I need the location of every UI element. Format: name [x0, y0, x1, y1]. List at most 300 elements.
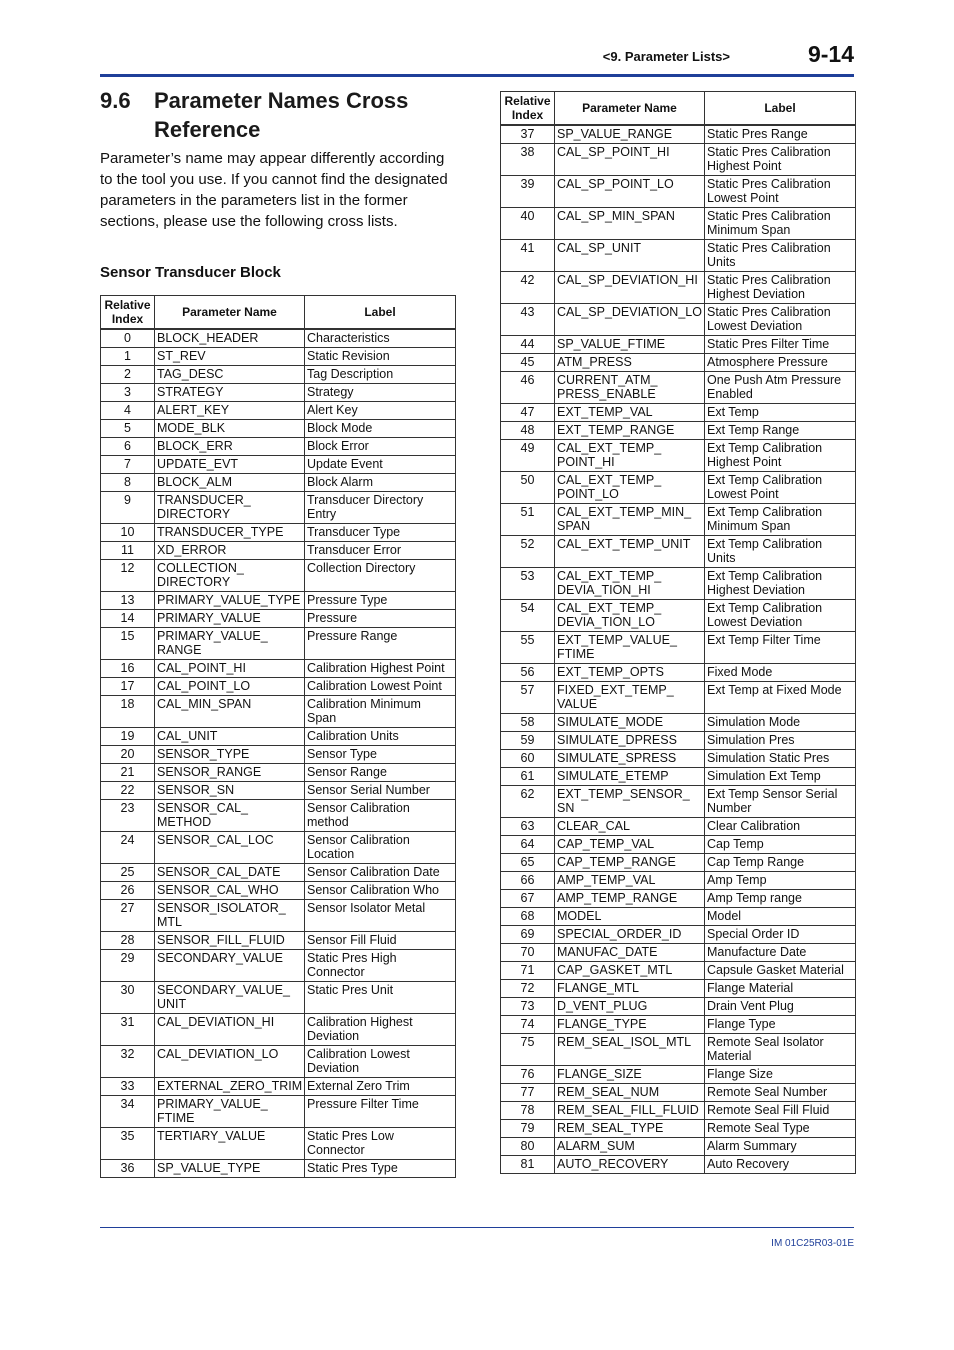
- cell-relative-index: 32: [101, 1046, 155, 1078]
- cell-relative-index: 8: [101, 474, 155, 492]
- table-row: [501, 664, 856, 682]
- cell-relative-index: 59: [501, 732, 555, 750]
- cell-label: Manufacture Date: [705, 944, 856, 962]
- cell-label: Ext Temp Calibration Lowest Point: [705, 472, 856, 504]
- running-header-section: <9. Parameter Lists>: [602, 49, 730, 64]
- cell-relative-index: 78: [501, 1102, 555, 1120]
- cell-relative-index: 19: [101, 728, 155, 746]
- cell-parameter-name: CAP_TEMP_RANGE: [555, 854, 705, 872]
- cell-label: Flange Type: [705, 1016, 856, 1034]
- cell-label: Static Pres Calibration Lowest Deviation: [705, 304, 856, 336]
- table-row: [501, 632, 856, 664]
- table-row: [101, 524, 456, 542]
- cell-label: Cap Temp: [705, 836, 856, 854]
- cell-label: Cap Temp Range: [705, 854, 856, 872]
- cell-parameter-name: FLANGE_MTL: [555, 980, 705, 998]
- cell-relative-index: 15: [101, 628, 155, 660]
- cell-label: Pressure Filter Time: [305, 1096, 456, 1128]
- cell-relative-index: 21: [101, 764, 155, 782]
- cell-relative-index: 62: [501, 786, 555, 818]
- cell-parameter-name: SECONDARY_VALUE_ UNIT: [155, 982, 305, 1014]
- cell-relative-index: 58: [501, 714, 555, 732]
- cell-parameter-name: SP_VALUE_RANGE: [555, 125, 705, 144]
- cell-parameter-name: PRIMARY_VALUE: [155, 610, 305, 628]
- cell-relative-index: 53: [501, 568, 555, 600]
- cell-relative-index: 47: [501, 404, 555, 422]
- cell-parameter-name: CAL_EXT_TEMP_UNIT: [555, 536, 705, 568]
- cell-relative-index: 79: [501, 1120, 555, 1138]
- cell-label: Sensor Serial Number: [305, 782, 456, 800]
- parameter-table-right: [500, 91, 856, 1174]
- cell-label: Calibration Highest Deviation: [305, 1014, 456, 1046]
- table-header-row: [501, 92, 856, 126]
- cell-parameter-name: SENSOR_SN: [155, 782, 305, 800]
- cell-label: Amp Temp range: [705, 890, 856, 908]
- cell-parameter-name: REM_SEAL_NUM: [555, 1084, 705, 1102]
- cell-relative-index: 51: [501, 504, 555, 536]
- table-row: [501, 818, 856, 836]
- cell-label: Sensor Fill Fluid: [305, 932, 456, 950]
- cell-parameter-name: CAL_EXT_TEMP_ DEVIA_TION_LO: [555, 600, 705, 632]
- cell-relative-index: 50: [501, 472, 555, 504]
- cell-relative-index: 67: [501, 890, 555, 908]
- cell-relative-index: 80: [501, 1138, 555, 1156]
- cell-label: Clear Calibration: [705, 818, 856, 836]
- table-row: [501, 836, 856, 854]
- cell-relative-index: 18: [101, 696, 155, 728]
- cell-relative-index: 66: [501, 872, 555, 890]
- cell-parameter-name: ATM_PRESS: [555, 354, 705, 372]
- table-row: [101, 678, 456, 696]
- cell-parameter-name: CAP_GASKET_MTL: [555, 962, 705, 980]
- cell-label: Static Pres Filter Time: [705, 336, 856, 354]
- cell-parameter-name: FIXED_EXT_TEMP_ VALUE: [555, 682, 705, 714]
- table-row: [101, 1128, 456, 1160]
- cell-relative-index: 71: [501, 962, 555, 980]
- cell-label: Ext Temp Calibration Lowest Deviation: [705, 600, 856, 632]
- cell-relative-index: 25: [101, 864, 155, 882]
- cell-label: Calibration Lowest Point: [305, 678, 456, 696]
- table-row: [501, 926, 856, 944]
- cell-relative-index: 34: [101, 1096, 155, 1128]
- column-header-label: Label: [705, 92, 856, 126]
- table-row: [501, 998, 856, 1016]
- cell-label: Block Alarm: [305, 474, 456, 492]
- cell-relative-index: 45: [501, 354, 555, 372]
- table-row: [501, 1084, 856, 1102]
- cell-relative-index: 55: [501, 632, 555, 664]
- cell-label: Sensor Type: [305, 746, 456, 764]
- cell-parameter-name: CAL_UNIT: [155, 728, 305, 746]
- cell-parameter-name: SENSOR_TYPE: [155, 746, 305, 764]
- cell-parameter-name: FLANGE_SIZE: [555, 1066, 705, 1084]
- cell-relative-index: 77: [501, 1084, 555, 1102]
- table-row: [101, 800, 456, 832]
- table-row: [101, 1096, 456, 1128]
- table-row: [101, 474, 456, 492]
- cell-parameter-name: SECONDARY_VALUE: [155, 950, 305, 982]
- table-row: [501, 336, 856, 354]
- table-row: [101, 456, 456, 474]
- table-row: [501, 304, 856, 336]
- cell-parameter-name: CAP_TEMP_VAL: [555, 836, 705, 854]
- cell-label: Sensor Isolator Metal: [305, 900, 456, 932]
- table-row: [501, 600, 856, 632]
- table-row: [101, 1014, 456, 1046]
- cell-parameter-name: CAL_DEVIATION_LO: [155, 1046, 305, 1078]
- header-rule: [100, 74, 854, 77]
- cell-parameter-name: PRIMARY_VALUE_ RANGE: [155, 628, 305, 660]
- cell-parameter-name: CAL_EXT_TEMP_ DEVIA_TION_HI: [555, 568, 705, 600]
- cell-parameter-name: REM_SEAL_FILL_FLUID: [555, 1102, 705, 1120]
- cell-relative-index: 70: [501, 944, 555, 962]
- cell-relative-index: 48: [501, 422, 555, 440]
- column-header-parameter-name: Parameter Name: [155, 296, 305, 330]
- cell-relative-index: 38: [501, 144, 555, 176]
- cell-parameter-name: MANUFAC_DATE: [555, 944, 705, 962]
- table-row: [101, 610, 456, 628]
- cell-parameter-name: AMP_TEMP_VAL: [555, 872, 705, 890]
- cell-relative-index: 5: [101, 420, 155, 438]
- cell-parameter-name: SP_VALUE_TYPE: [155, 1160, 305, 1178]
- table-row: [501, 125, 856, 144]
- cell-label: Ext Temp Calibration Units: [705, 536, 856, 568]
- document-id: IM 01C25R03-01E: [771, 1238, 854, 1249]
- table-row: [501, 372, 856, 404]
- cell-relative-index: 72: [501, 980, 555, 998]
- cell-label: Remote Seal Fill Fluid: [705, 1102, 856, 1120]
- cell-parameter-name: PRIMARY_VALUE_ FTIME: [155, 1096, 305, 1128]
- cell-relative-index: 2: [101, 366, 155, 384]
- cell-parameter-name: REM_SEAL_ISOL_MTL: [555, 1034, 705, 1066]
- cell-label: Ext Temp Sensor Serial Number: [705, 786, 856, 818]
- cell-parameter-name: ST_REV: [155, 348, 305, 366]
- table-row: [501, 208, 856, 240]
- table-row: [501, 980, 856, 998]
- cell-parameter-name: XD_ERROR: [155, 542, 305, 560]
- table-row: [501, 1102, 856, 1120]
- cell-relative-index: 10: [101, 524, 155, 542]
- table-row: [501, 354, 856, 372]
- cell-label: Sensor Calibration method: [305, 800, 456, 832]
- cell-label: Static Pres Type: [305, 1160, 456, 1178]
- intro-paragraph: Parameter’s name may appear differently according to the tool you use. If you cannot find the designated parameters in the parameters list in the former sections, please use the following cross lists.: [100, 150, 448, 230]
- cell-label: Static Pres Calibration Minimum Span: [705, 208, 856, 240]
- cell-label: Flange Size: [705, 1066, 856, 1084]
- table-row: [101, 696, 456, 728]
- table-row: [501, 240, 856, 272]
- cell-label: Flange Material: [705, 980, 856, 998]
- cell-label: External Zero Trim: [305, 1078, 456, 1096]
- cell-parameter-name: EXT_TEMP_SENSOR_ SN: [555, 786, 705, 818]
- cell-parameter-name: BLOCK_ALM: [155, 474, 305, 492]
- cell-relative-index: 36: [101, 1160, 155, 1178]
- cell-relative-index: 56: [501, 664, 555, 682]
- cell-label: Tag Description: [305, 366, 456, 384]
- cell-label: Calibration Lowest Deviation: [305, 1046, 456, 1078]
- table-row: [101, 329, 456, 348]
- table-row: [501, 1016, 856, 1034]
- cell-label: Static Pres Low Connector: [305, 1128, 456, 1160]
- cell-label: Ext Temp Calibration Highest Deviation: [705, 568, 856, 600]
- cell-label: Alert Key: [305, 402, 456, 420]
- cell-relative-index: 14: [101, 610, 155, 628]
- cell-label: Static Pres Unit: [305, 982, 456, 1014]
- cell-relative-index: 26: [101, 882, 155, 900]
- table-row: [101, 402, 456, 420]
- cell-parameter-name: TRANSDUCER_ DIRECTORY: [155, 492, 305, 524]
- table-row: [501, 536, 856, 568]
- table-row: [501, 1138, 856, 1156]
- table-row: [101, 728, 456, 746]
- cell-relative-index: 16: [101, 660, 155, 678]
- cell-label: Transducer Error: [305, 542, 456, 560]
- cell-label: Static Pres Calibration Highest Point: [705, 144, 856, 176]
- cell-parameter-name: EXT_TEMP_RANGE: [555, 422, 705, 440]
- cell-relative-index: 49: [501, 440, 555, 472]
- cell-label: Calibration Highest Point: [305, 660, 456, 678]
- cell-relative-index: 69: [501, 926, 555, 944]
- table-row: [101, 384, 456, 402]
- table-row: [501, 404, 856, 422]
- cell-label: Block Mode: [305, 420, 456, 438]
- cell-label: Remote Seal Number: [705, 1084, 856, 1102]
- table-row: [501, 144, 856, 176]
- table-row: [101, 950, 456, 982]
- column-header-relative-index: Relative Index: [501, 92, 555, 126]
- cell-parameter-name: D_VENT_PLUG: [555, 998, 705, 1016]
- parameter-table-left: [100, 295, 456, 1178]
- table-row: [101, 420, 456, 438]
- table-row: [501, 872, 856, 890]
- table-row: [101, 782, 456, 800]
- cell-parameter-name: CAL_EXT_TEMP_MIN_ SPAN: [555, 504, 705, 536]
- cell-relative-index: 29: [101, 950, 155, 982]
- cell-label: Alarm Summary: [705, 1138, 856, 1156]
- cell-relative-index: 0: [101, 329, 155, 348]
- cell-label: Pressure: [305, 610, 456, 628]
- cell-parameter-name: CAL_SP_DEVIATION_LO: [555, 304, 705, 336]
- cell-relative-index: 22: [101, 782, 155, 800]
- table-row: [501, 732, 856, 750]
- cell-label: Auto Recovery: [705, 1156, 856, 1174]
- cell-relative-index: 54: [501, 600, 555, 632]
- cell-parameter-name: TERTIARY_VALUE: [155, 1128, 305, 1160]
- cell-label: Sensor Calibration Location: [305, 832, 456, 864]
- cell-parameter-name: CURRENT_ATM_ PRESS_ENABLE: [555, 372, 705, 404]
- table-row: [101, 932, 456, 950]
- cell-relative-index: 6: [101, 438, 155, 456]
- table-row: [101, 592, 456, 610]
- cell-parameter-name: ALERT_KEY: [155, 402, 305, 420]
- table-row: [501, 440, 856, 472]
- cell-parameter-name: SP_VALUE_FTIME: [555, 336, 705, 354]
- cell-parameter-name: CAL_POINT_LO: [155, 678, 305, 696]
- section-number: 9.6: [100, 88, 131, 113]
- cell-label: Ext Temp: [705, 404, 856, 422]
- table-row: [101, 348, 456, 366]
- cell-label: Characteristics: [305, 329, 456, 348]
- cell-label: Remote Seal Type: [705, 1120, 856, 1138]
- cell-label: Calibration Minimum Span: [305, 696, 456, 728]
- cell-parameter-name: FLANGE_TYPE: [555, 1016, 705, 1034]
- cell-label: Static Pres Range: [705, 125, 856, 144]
- table-row: [101, 882, 456, 900]
- table-row: [101, 1078, 456, 1096]
- cell-parameter-name: SENSOR_CAL_ METHOD: [155, 800, 305, 832]
- table-row: [501, 1156, 856, 1174]
- table-row: [501, 1120, 856, 1138]
- table-row: [101, 764, 456, 782]
- cell-parameter-name: EXT_TEMP_OPTS: [555, 664, 705, 682]
- section-heading: [100, 86, 460, 144]
- cell-parameter-name: AMP_TEMP_RANGE: [555, 890, 705, 908]
- table-row: [501, 422, 856, 440]
- cell-label: Atmosphere Pressure: [705, 354, 856, 372]
- cell-parameter-name: CAL_MIN_SPAN: [155, 696, 305, 728]
- cell-label: Static Pres Calibration Highest Deviation: [705, 272, 856, 304]
- table-row: [101, 560, 456, 592]
- cell-parameter-name: AUTO_RECOVERY: [555, 1156, 705, 1174]
- cell-parameter-name: SENSOR_CAL_LOC: [155, 832, 305, 864]
- cell-label: Block Error: [305, 438, 456, 456]
- cell-relative-index: 12: [101, 560, 155, 592]
- cell-parameter-name: REM_SEAL_TYPE: [555, 1120, 705, 1138]
- cell-parameter-name: CAL_DEVIATION_HI: [155, 1014, 305, 1046]
- cell-label: Pressure Range: [305, 628, 456, 660]
- cell-relative-index: 20: [101, 746, 155, 764]
- cell-parameter-name: MODEL: [555, 908, 705, 926]
- cell-parameter-name: CAL_POINT_HI: [155, 660, 305, 678]
- cell-parameter-name: SIMULATE_ETEMP: [555, 768, 705, 786]
- section-title: Parameter Names Cross Reference: [154, 88, 409, 142]
- cell-label: Capsule Gasket Material: [705, 962, 856, 980]
- cell-parameter-name: CAL_SP_POINT_LO: [555, 176, 705, 208]
- table-row: [501, 908, 856, 926]
- cell-parameter-name: BLOCK_ERR: [155, 438, 305, 456]
- column-header-parameter-name: Parameter Name: [555, 92, 705, 126]
- cell-label: One Push Atm Pressure Enabled: [705, 372, 856, 404]
- cell-relative-index: 40: [501, 208, 555, 240]
- cell-relative-index: 11: [101, 542, 155, 560]
- cell-label: Fixed Mode: [705, 664, 856, 682]
- table-row: [101, 366, 456, 384]
- table-row: [501, 568, 856, 600]
- table-row: [501, 472, 856, 504]
- cell-relative-index: 24: [101, 832, 155, 864]
- cell-relative-index: 41: [501, 240, 555, 272]
- table-row: [101, 746, 456, 764]
- cell-relative-index: 46: [501, 372, 555, 404]
- cell-label: Static Pres Calibration Lowest Point: [705, 176, 856, 208]
- cell-label: Special Order ID: [705, 926, 856, 944]
- cell-parameter-name: SPECIAL_ORDER_ID: [555, 926, 705, 944]
- table-row: [101, 438, 456, 456]
- cell-relative-index: 81: [501, 1156, 555, 1174]
- table-header-row: [101, 296, 456, 330]
- cell-label: Static Pres High Connector: [305, 950, 456, 982]
- cell-relative-index: 76: [501, 1066, 555, 1084]
- cell-parameter-name: SENSOR_FILL_FLUID: [155, 932, 305, 950]
- cell-label: Ext Temp Calibration Highest Point: [705, 440, 856, 472]
- cell-label: Calibration Units: [305, 728, 456, 746]
- cell-parameter-name: BLOCK_HEADER: [155, 329, 305, 348]
- cell-label: Static Pres Calibration Units: [705, 240, 856, 272]
- cell-relative-index: 4: [101, 402, 155, 420]
- cell-parameter-name: CAL_SP_POINT_HI: [555, 144, 705, 176]
- cell-relative-index: 44: [501, 336, 555, 354]
- table-row: [501, 962, 856, 980]
- table-row: [501, 768, 856, 786]
- cell-parameter-name: TRANSDUCER_TYPE: [155, 524, 305, 542]
- cell-parameter-name: CAL_SP_UNIT: [555, 240, 705, 272]
- cell-relative-index: 73: [501, 998, 555, 1016]
- cell-parameter-name: TAG_DESC: [155, 366, 305, 384]
- cell-parameter-name: MODE_BLK: [155, 420, 305, 438]
- table-row: [101, 982, 456, 1014]
- table-row: [101, 628, 456, 660]
- cell-relative-index: 9: [101, 492, 155, 524]
- cell-relative-index: 74: [501, 1016, 555, 1034]
- table-row: [501, 272, 856, 304]
- cell-relative-index: 63: [501, 818, 555, 836]
- cell-label: Ext Temp at Fixed Mode: [705, 682, 856, 714]
- cell-parameter-name: SENSOR_ISOLATOR_ MTL: [155, 900, 305, 932]
- cell-label: Transducer Type: [305, 524, 456, 542]
- table-row: [501, 786, 856, 818]
- cell-relative-index: 17: [101, 678, 155, 696]
- table-row: [101, 1046, 456, 1078]
- cell-relative-index: 23: [101, 800, 155, 832]
- table-row: [101, 660, 456, 678]
- cell-label: Simulation Static Pres: [705, 750, 856, 768]
- cell-parameter-name: STRATEGY: [155, 384, 305, 402]
- cell-label: Sensor Range: [305, 764, 456, 782]
- cell-relative-index: 27: [101, 900, 155, 932]
- cell-parameter-name: CAL_SP_DEVIATION_HI: [555, 272, 705, 304]
- cell-label: Remote Seal Isolator Material: [705, 1034, 856, 1066]
- column-header-relative-index: Relative Index: [101, 296, 155, 330]
- table-row: [501, 854, 856, 872]
- table-row: [501, 504, 856, 536]
- cell-label: Strategy: [305, 384, 456, 402]
- cell-parameter-name: SIMULATE_MODE: [555, 714, 705, 732]
- cell-relative-index: 60: [501, 750, 555, 768]
- cell-parameter-name: PRIMARY_VALUE_TYPE: [155, 592, 305, 610]
- cell-parameter-name: SENSOR_CAL_DATE: [155, 864, 305, 882]
- cell-parameter-name: SIMULATE_DPRESS: [555, 732, 705, 750]
- cell-relative-index: 7: [101, 456, 155, 474]
- cell-label: Transducer Directory Entry: [305, 492, 456, 524]
- cell-parameter-name: SIMULATE_SPRESS: [555, 750, 705, 768]
- table-row: [501, 682, 856, 714]
- cell-label: Simulation Pres: [705, 732, 856, 750]
- cell-label: Collection Directory: [305, 560, 456, 592]
- table-row: [501, 750, 856, 768]
- footer-rule: [100, 1227, 854, 1228]
- cell-label: Sensor Calibration Date: [305, 864, 456, 882]
- block-subtitle: Sensor Transducer Block: [100, 264, 281, 281]
- cell-label: Amp Temp: [705, 872, 856, 890]
- table-row: [101, 900, 456, 932]
- cell-parameter-name: EXT_TEMP_VALUE_ FTIME: [555, 632, 705, 664]
- page-number: 9-14: [807, 41, 854, 67]
- cell-parameter-name: SENSOR_RANGE: [155, 764, 305, 782]
- cell-relative-index: 64: [501, 836, 555, 854]
- table-row: [101, 492, 456, 524]
- cell-label: Static Revision: [305, 348, 456, 366]
- table-row: [501, 714, 856, 732]
